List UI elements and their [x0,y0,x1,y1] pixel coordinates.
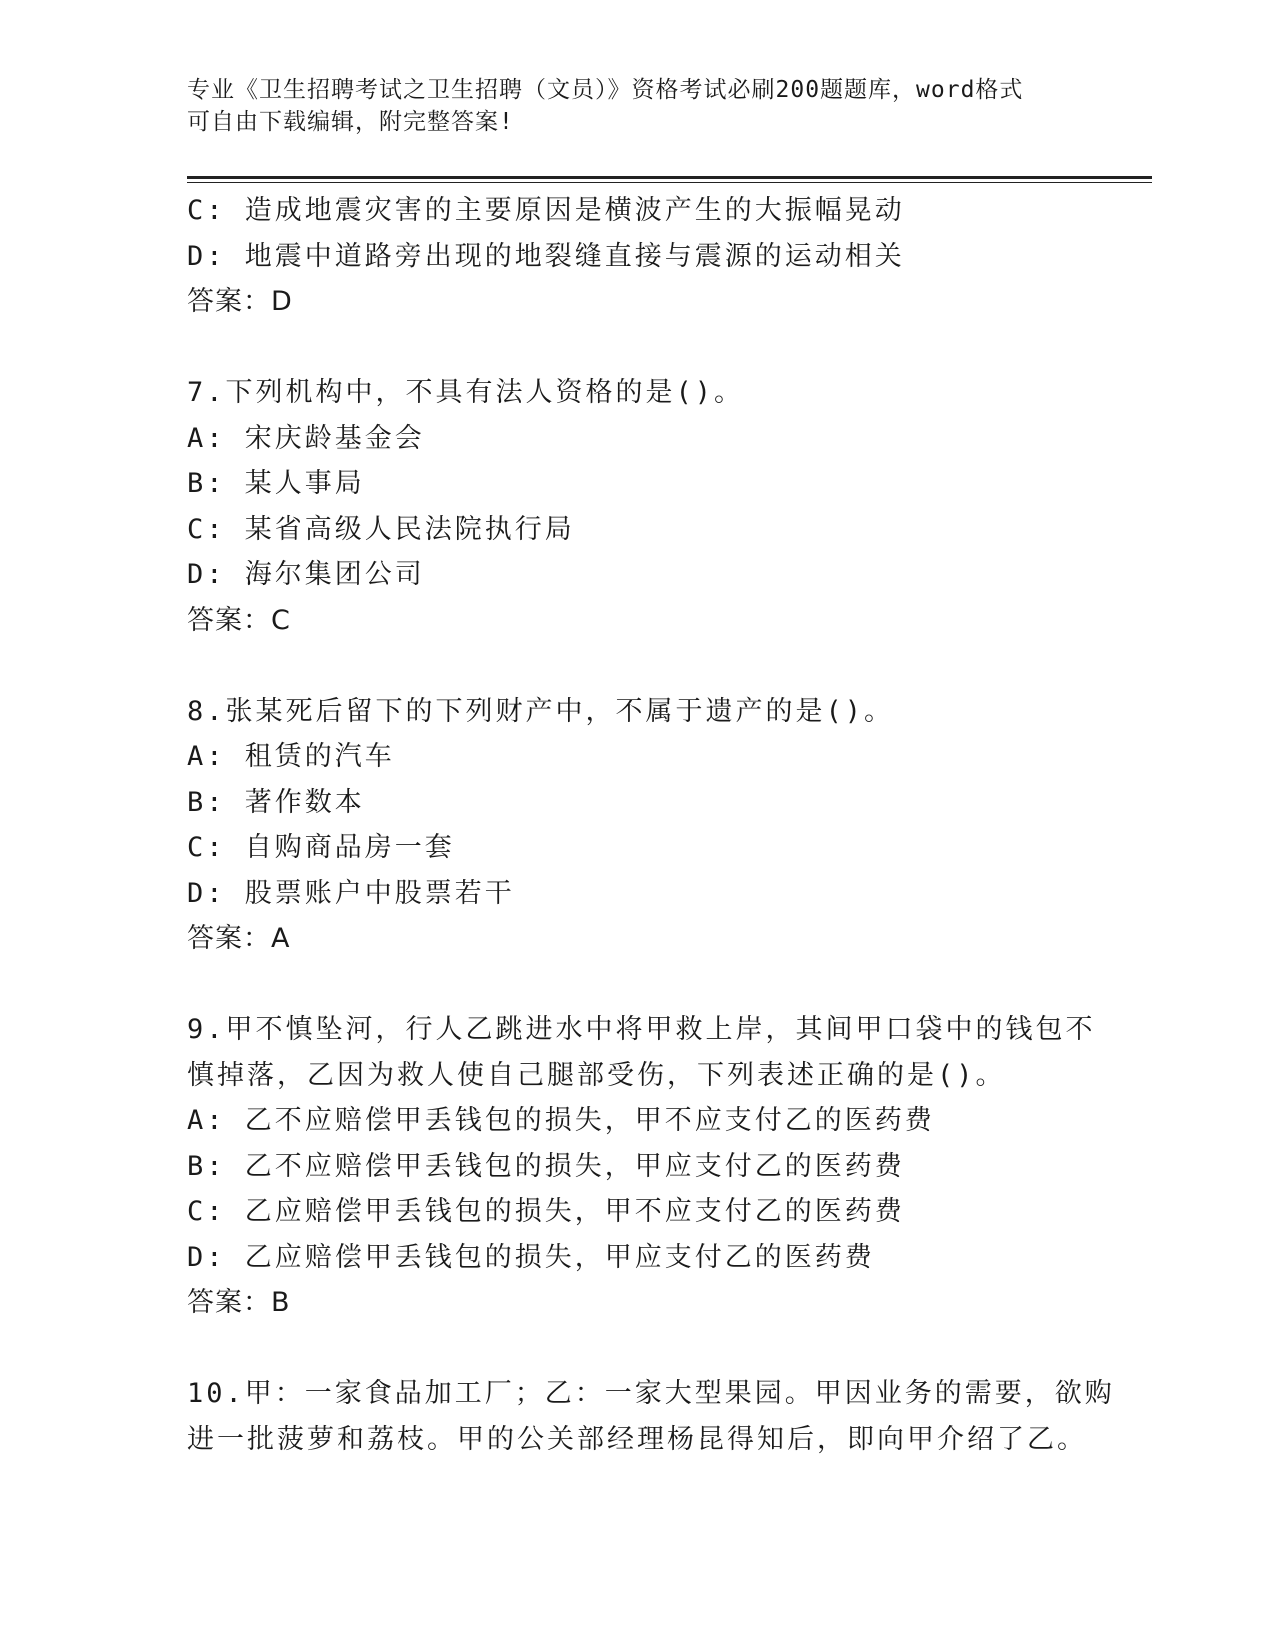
question-9 [187,1007,1096,1326]
question-spacer [187,962,1087,1008]
option-a: A: 宋庆龄基金会 [187,422,425,454]
answer-line: 答案：B [187,1287,291,1318]
question-10 [187,1371,1115,1462]
option-b: B: 乙不应赔偿甲丢钱包的损失，甲应支付乙的医药费 [187,1150,905,1182]
option-c: C: 自购商品房一套 [187,832,455,863]
question-8 [187,689,1087,962]
question-spacer [187,325,1087,371]
option-a: A: 乙不应赔偿甲丢钱包的损失，甲不应支付乙的医药费 [187,1105,935,1136]
option-b: B: 著作数本 [187,786,365,818]
question-spacer [187,1326,1087,1372]
header-title-line-1: 专业《卫生招聘考试之卫生招聘（文员）》资格考试必刷200题题库，word格式 [187,77,1024,103]
option-d: D: 股票账户中股票若干 [187,877,515,909]
answer-line: 答案：A [187,923,291,954]
option-c: C: 造成地震灾害的主要原因是横波产生的大振幅晃动 [187,195,905,226]
answer-line: 答案：C [187,604,291,636]
question-stem-line-1: 10.甲：一家食品加工厂；乙：一家大型果园。甲因业务的需要，欲购 [187,1378,1115,1409]
document-body [187,188,1115,1462]
question-6-continued [187,188,1087,325]
option-d: D: 海尔集团公司 [187,559,425,590]
option-c: C: 某省高级人民法院执行局 [187,513,575,545]
question-stem-line-2: 慎掉落，乙因为救人使自己腿部受伤，下列表述正确的是()。 [187,1059,1006,1091]
header-divider-thin [187,182,1152,183]
question-stem-line-2: 进一批菠萝和荔枝。甲的公关部经理杨昆得知后，即向甲介绍了乙。 [187,1423,1087,1455]
option-b: B: 某人事局 [187,468,365,499]
option-d: D: 乙应赔偿甲丢钱包的损失，甲应支付乙的医药费 [187,1241,875,1273]
header-title-line-2: 可自由下载编辑，附完整答案! [187,109,514,135]
document-header [187,74,1087,138]
question-stem: 7.下列机构中，不具有法人资格的是()。 [187,377,745,408]
option-a: A: 租赁的汽车 [187,741,395,772]
question-spacer [187,643,1087,689]
option-d: D: 地震中道路旁出现的地裂缝直接与震源的运动相关 [187,240,905,272]
question-7 [187,370,1087,643]
question-stem: 8.张某死后留下的下列财产中，不属于遗产的是()。 [187,695,895,727]
option-c: C: 乙应赔偿甲丢钱包的损失，甲不应支付乙的医药费 [187,1196,905,1227]
question-stem-line-1: 9.甲不慎坠河，行人乙跳进水中将甲救上岸，其间甲口袋中的钱包不 [187,1014,1096,1045]
answer-line: 答案：D [187,286,293,317]
header-divider-thick [187,176,1152,179]
